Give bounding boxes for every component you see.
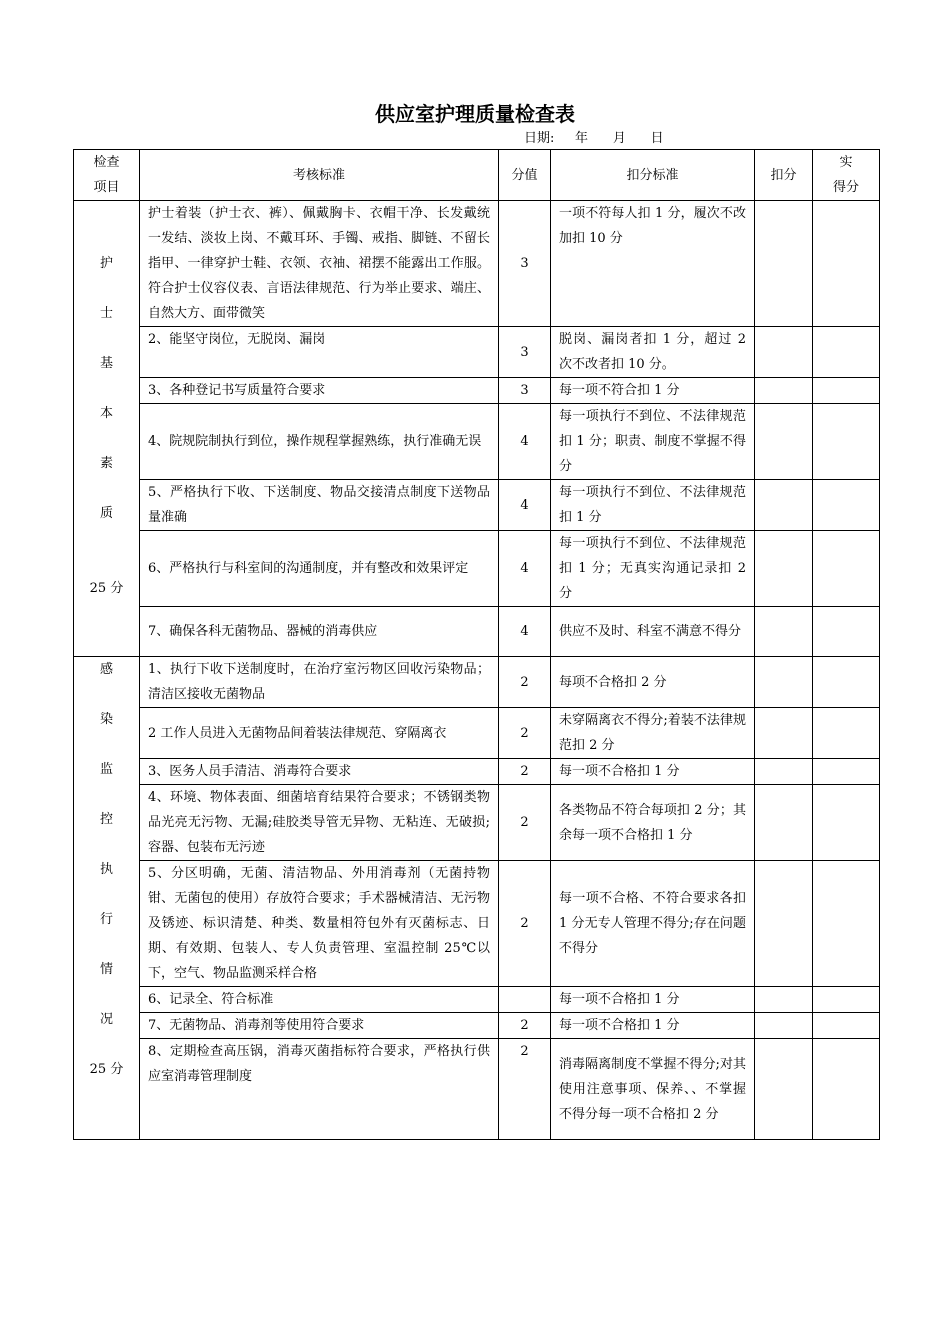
score-cell: 4 xyxy=(499,607,551,657)
category-char: 执 xyxy=(99,862,113,877)
table-row xyxy=(74,1039,880,1140)
deduction-cell: 每项不合格扣 2 分 xyxy=(551,657,755,708)
actual-score-cell[interactable] xyxy=(813,1013,880,1039)
category-char: 士 xyxy=(99,306,113,321)
deducted-cell[interactable] xyxy=(755,759,813,785)
category-char: 素 xyxy=(99,456,113,471)
standard-cell: 7、无菌物品、消毒剂等使用符合要求 xyxy=(140,1013,499,1039)
category-char: 感 xyxy=(99,662,113,677)
header-actual: 实 得分 xyxy=(813,150,880,201)
standard-cell: 8、定期检查高压锅，消毒灭菌指标符合要求，严格执行供应室消毒管理制度 xyxy=(140,1039,499,1140)
standard-cell: 4、院规院制执行到位，操作规程掌握熟练，执行准确无误 xyxy=(140,404,499,480)
table-row xyxy=(74,1013,880,1039)
deducted-cell[interactable] xyxy=(755,1013,813,1039)
inspection-table xyxy=(73,149,880,1140)
deduction-cell: 每一项不合格扣 1 分 xyxy=(551,1013,755,1039)
deducted-cell[interactable] xyxy=(755,201,813,327)
deduction-cell: 脱岗、漏岗者扣 1 分，超过 2 次不改者扣 10 分。 xyxy=(551,327,755,378)
category-points: 25 分 xyxy=(89,581,124,596)
deduction-cell: 供应不及时、科室不满意不得分 xyxy=(551,607,755,657)
category-char: 况 xyxy=(99,1012,113,1027)
deduction-cell: 每一项不合格扣 1 分 xyxy=(551,759,755,785)
table-row xyxy=(74,657,880,708)
actual-score-cell[interactable] xyxy=(813,657,880,708)
actual-score-cell[interactable] xyxy=(813,987,880,1013)
table-row xyxy=(74,404,880,480)
category-char: 行 xyxy=(99,912,113,927)
deduction-cell: 每一项执行不到位、不法律规范扣 1 分 xyxy=(551,480,755,531)
table-row xyxy=(74,861,880,987)
score-cell: 2 xyxy=(499,657,551,708)
standard-cell: 3、医务人员手清洁、消毒符合要求 xyxy=(140,759,499,785)
score-cell: 2 xyxy=(499,1039,551,1140)
actual-score-cell[interactable] xyxy=(813,861,880,987)
table-row xyxy=(74,607,880,657)
category-char: 本 xyxy=(99,406,113,421)
table-row xyxy=(74,327,880,378)
category-char: 控 xyxy=(99,812,113,827)
actual-score-cell[interactable] xyxy=(813,607,880,657)
category-cell xyxy=(74,657,140,1140)
deduction-cell: 每一项不合格扣 1 分 xyxy=(551,987,755,1013)
header-deducted: 扣分 xyxy=(755,150,813,201)
deducted-cell[interactable] xyxy=(755,607,813,657)
standard-cell: 2 工作人员进入无菌物品间着装法律规范、穿隔离衣 xyxy=(140,708,499,759)
standard-cell: 护士着装（护士衣、裤）、佩戴胸卡、衣帽干净、长发戴统一发结、淡妆上岗、不戴耳环、手镯、戒指、脚链、不留长指甲、一律穿护士鞋、衣领、衣袖、裙摆不能露出工作服。符合护士仪容仪表、言语法律规范、行为举止要求、端庄、自然大方、面带微笑 xyxy=(140,201,499,327)
score-cell: 3 xyxy=(499,327,551,378)
deduction-cell: 每一项执行不到位、不法律规范扣 1 分；职责、制度不掌握不得分 xyxy=(551,404,755,480)
standard-cell: 7、确保各科无菌物品、器械的消毒供应 xyxy=(140,607,499,657)
table-header-row xyxy=(74,150,880,201)
score-cell: 4 xyxy=(499,480,551,531)
actual-score-cell[interactable] xyxy=(813,480,880,531)
header-deduction: 扣分标准 xyxy=(551,150,755,201)
table-row xyxy=(74,759,880,785)
actual-score-cell[interactable] xyxy=(813,785,880,861)
actual-score-cell[interactable] xyxy=(813,1039,880,1140)
score-cell: 3 xyxy=(499,378,551,404)
category-char: 质 xyxy=(99,506,113,521)
standard-cell: 3、各种登记书写质量符合要求 xyxy=(140,378,499,404)
score-cell: 2 xyxy=(499,785,551,861)
page-title: 供应室护理质量检查表 xyxy=(375,102,575,126)
deducted-cell[interactable] xyxy=(755,657,813,708)
category-char: 情 xyxy=(99,962,113,977)
date-line: 日期: 年 月 日 xyxy=(524,131,664,146)
deducted-cell[interactable] xyxy=(755,480,813,531)
deduction-cell: 每一项不合格、不符合要求各扣 1 分无专人管理不得分;存在问题不得分 xyxy=(551,861,755,987)
deduction-cell: 每一项执行不到位、不法律规范扣 1 分；无真实沟通记录扣 2 分 xyxy=(551,531,755,607)
category-char: 护 xyxy=(99,256,113,271)
score-cell: 2 xyxy=(499,708,551,759)
table-row xyxy=(74,987,880,1013)
table-row xyxy=(74,531,880,607)
deducted-cell[interactable] xyxy=(755,378,813,404)
score-cell: 2 xyxy=(499,861,551,987)
category-cell xyxy=(74,201,140,657)
header-standard: 考核标准 xyxy=(140,150,499,201)
actual-score-cell[interactable] xyxy=(813,327,880,378)
deducted-cell[interactable] xyxy=(755,327,813,378)
deducted-cell[interactable] xyxy=(755,1039,813,1140)
deduction-cell: 每一项不符合扣 1 分 xyxy=(551,378,755,404)
actual-score-cell[interactable] xyxy=(813,531,880,607)
header-score: 分值 xyxy=(499,150,551,201)
deducted-cell[interactable] xyxy=(755,987,813,1013)
actual-score-cell[interactable] xyxy=(813,378,880,404)
category-char: 基 xyxy=(99,356,113,371)
deducted-cell[interactable] xyxy=(755,404,813,480)
category-char: 监 xyxy=(99,762,113,777)
standard-cell: 5、严格执行下收、下送制度、物品交接清点制度下送物品量准确 xyxy=(140,480,499,531)
deducted-cell[interactable] xyxy=(755,708,813,759)
actual-score-cell[interactable] xyxy=(813,759,880,785)
table-row xyxy=(74,708,880,759)
table-row xyxy=(74,201,880,327)
table-row xyxy=(74,378,880,404)
standard-cell: 6、记录全、符合标准 xyxy=(140,987,499,1013)
deducted-cell[interactable] xyxy=(755,531,813,607)
score-cell: 2 xyxy=(499,1013,551,1039)
actual-score-cell[interactable] xyxy=(813,404,880,480)
deducted-cell[interactable] xyxy=(755,785,813,861)
standard-cell: 2、能坚守岗位，无脱岗、漏岗 xyxy=(140,327,499,378)
score-cell xyxy=(499,987,551,1013)
score-cell: 2 xyxy=(499,759,551,785)
actual-score-cell[interactable] xyxy=(813,201,880,327)
category-char: 染 xyxy=(99,712,113,727)
standard-cell: 6、严格执行与科室间的沟通制度，并有整改和效果评定 xyxy=(140,531,499,607)
actual-score-cell[interactable] xyxy=(813,708,880,759)
deduction-cell: 各类物品不符合每项扣 2 分；其余每一项不合格扣 1 分 xyxy=(551,785,755,861)
category-points: 25 分 xyxy=(89,1062,124,1077)
deducted-cell[interactable] xyxy=(755,861,813,987)
deduction-cell: 一项不符每人扣 1 分，履次不改加扣 10 分 xyxy=(551,201,755,327)
score-cell: 3 xyxy=(499,201,551,327)
standard-cell: 4、环境、物体表面、细菌培育结果符合要求；不锈钢类物品光亮无污物、无漏;硅胶类导管无异物、无粘连、无破损;容器、包装布无污迹 xyxy=(140,785,499,861)
standard-cell: 5、分区明确，无菌、清洁物品、外用消毒剂（无菌持物钳、无菌包的使用）存放符合要求；手术器械清洁、无污物及锈迹、标识清楚、种类、数量相符包外有灭菌标志、日期、有效期、包装人、专人负责管理、室温控制 25℃以下，空气、物品监测采样合格 xyxy=(140,861,499,987)
score-cell: 4 xyxy=(499,404,551,480)
deduction-cell: 未穿隔离衣不得分;着装不法律规范扣 2 分 xyxy=(551,708,755,759)
score-cell: 4 xyxy=(499,531,551,607)
table-row xyxy=(74,785,880,861)
header-item: 检查 项目 xyxy=(74,150,140,201)
standard-cell: 1、执行下收下送制度时，在治疗室污物区回收污染物品；清洁区接收无菌物品 xyxy=(140,657,499,708)
deduction-cell: 消毒隔离制度不掌握不得分;对其使用注意事项、保养、、不掌握不得分每一项不合格扣 2 分 xyxy=(551,1039,755,1140)
table-row xyxy=(74,480,880,531)
